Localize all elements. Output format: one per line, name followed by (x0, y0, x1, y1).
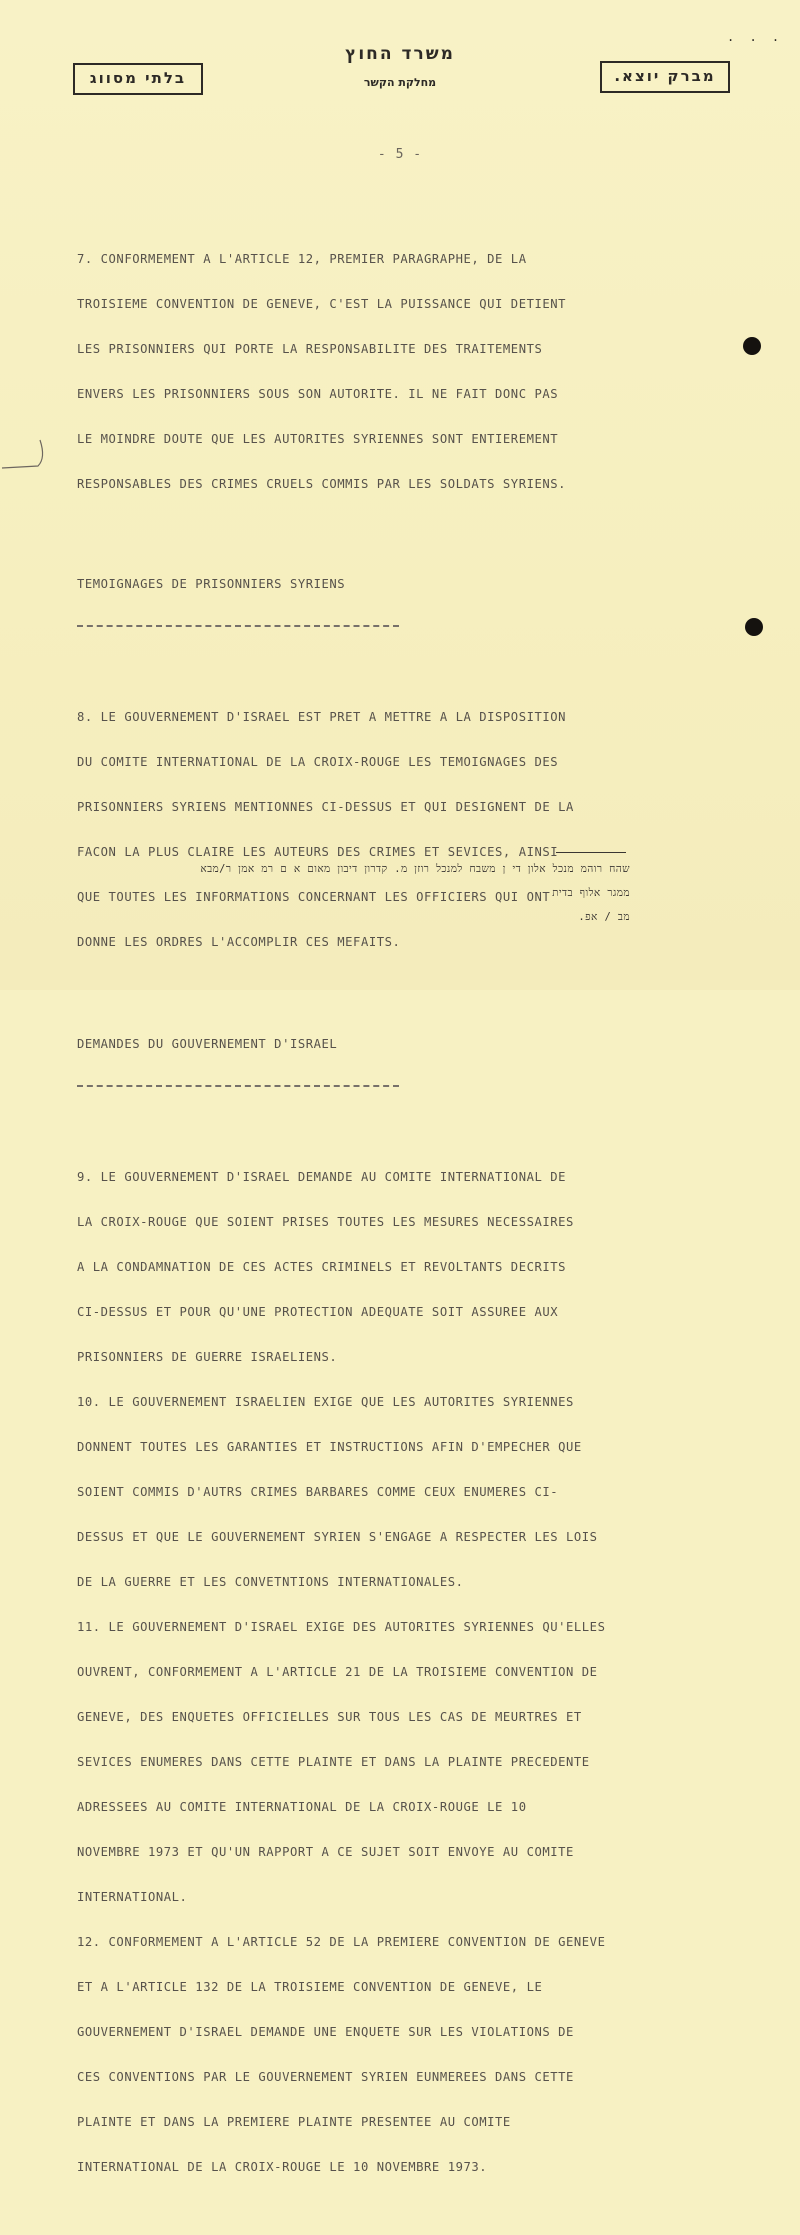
text-line: QUE TOUTES LES INFORMATIONS CONCERNANT LES OFFICIERS QUI ONT (77, 890, 551, 904)
text-line: FACON LA PLUS CLAIRE LES AUTEURS DES CRIMES ET SEVICES, AINSI (77, 845, 559, 859)
text-line: ADRESSEES AU COMITE INTERNATIONAL DE LA CROIX-ROUGE LE 10 (77, 1800, 527, 1814)
text-line: CI-DESSUS ET POUR QU'UNE PROTECTION ADEQUATE SOIT ASSUREE AUX (77, 1305, 559, 1319)
heading-underline (77, 625, 399, 629)
section-heading-testimonies: TEMOIGNAGES DE PRISONNIERS SYRIENS (77, 577, 346, 591)
text-line: DONNE LES ORDRES L'ACCOMPLIR CES MEFAITS. (77, 935, 401, 949)
margin-bracket-mark (0, 438, 50, 478)
distribution-line-2: ממגר אלוף בדית (552, 887, 630, 899)
text-line: OUVRENT, CONFORMEMENT A L'ARTICLE 21 DE LA TROISIEME CONVENTION DE (77, 1665, 598, 1679)
punch-hole (743, 337, 761, 355)
text-line: 10. LE GOUVERNEMENT ISRAELIEN EXIGE QUE LES AUTORITES SYRIENNES (77, 1395, 574, 1409)
text-line: PRISONNIERS DE GUERRE ISRAELIENS. (77, 1350, 338, 1364)
classification-stamp: בלתי מסווג (73, 63, 203, 95)
text-line: INTERNATIONAL. (77, 1890, 188, 1904)
ministry-title: משרד החוץ (345, 44, 455, 64)
corner-marks: . . . (727, 30, 784, 44)
telegram-body (77, 192, 737, 2235)
text-line: NOVEMBRE 1973 ET QU'UN RAPPORT A CE SUJET SOIT ENVOYE AU COMITE (77, 1845, 574, 1859)
text-line: A LA CONDAMNATION DE CES ACTES CRIMINELS ET REVOLTANTS DECRITS (77, 1260, 567, 1274)
text-line: DE LA GUERRE ET LES CONVETNTIONS INTERNATIONALES. (77, 1575, 464, 1589)
paragraph-7 (77, 222, 737, 522)
heading-underline (77, 1085, 399, 1089)
section-heading-demands: DEMANDES DU GOUVERNEMENT D'ISRAEL (77, 1037, 338, 1051)
text-line: PLAINTE ET DANS LA PREMIERE PLAINTE PRESENTEE AU COMITE (77, 2115, 511, 2129)
text-line: DONNENT TOUTES LES GARANTIES ET INSTRUCTIONS AFIN D'EMPECHER QUE (77, 1440, 582, 1454)
text-line: DU COMITE INTERNATIONAL DE LA CROIX-ROUGE LES TEMOIGNAGES DES (77, 755, 559, 769)
text-line: TROISIEME CONVENTION DE GENEVE, C'EST LA PUISSANCE QUI DETIENT (77, 297, 567, 311)
distribution-list: שהח רוהמ מנכל אלון די ן משבח למנכל רוזן מ. קדרון דיבון מאום א ם רמ אמן ר/מבא (200, 863, 630, 875)
text-line: 7. CONFORMEMENT A L'ARTICLE 12, PREMIER PARAGRAPHE, DE LA (77, 252, 527, 266)
text-line: LA CROIX-ROUGE QUE SOIENT PRISES TOUTES LES MESURES NECESSAIRES (77, 1215, 574, 1229)
text-line: SEVICES ENUMERES DANS CETTE PLAINTE ET DANS LA PLAINTE PRECEDENTE (77, 1755, 590, 1769)
department-subtitle: מחלקת הקשר (363, 76, 437, 89)
text-line: 12. CONFORMEMENT A L'ARTICLE 52 DE LA PREMIERE CONVENTION DE GENEVE (77, 1935, 606, 1949)
text-line: 8. LE GOUVERNEMENT D'ISRAEL EST PRET A METTRE A LA DISPOSITION (77, 710, 567, 724)
text-line: LES PRISONNIERS QUI PORTE LA RESPONSABILITE DES TRAITEMENTS (77, 342, 543, 356)
text-line: LE MOINDRE DOUTE QUE LES AUTORITES SYRIENNES SONT ENTIEREMENT (77, 432, 559, 446)
distribution-line-3: מב / אפ. (578, 911, 630, 923)
text-line: ET A L'ARTICLE 132 DE LA TROISIEME CONVENTION DE GENEVE, LE (77, 1980, 543, 1994)
text-line: 9. LE GOUVERNEMENT D'ISRAEL DEMANDE AU COMITE INTERNATIONAL DE (77, 1170, 567, 1184)
page-number: - 5 - (377, 147, 423, 162)
document-type-stamp: מברק יוצא. (600, 61, 730, 93)
paragraphs-9-12 (77, 1140, 737, 2205)
text-line: 11. LE GOUVERNEMENT D'ISRAEL EXIGE DES AUTORITES SYRIENNES QU'ELLES (77, 1620, 606, 1634)
paragraph-8 (77, 680, 737, 980)
text-line: SOIENT COMMIS D'AUTRS CRIMES BARBARES COMME CEUX ENUMERES CI- (77, 1485, 559, 1499)
text-line: ENVERS LES PRISONNIERS SOUS SON AUTORITE. IL NE FAIT DONC PAS (77, 387, 559, 401)
text-line: GENEVE, DES ENQUETES OFFICIELLES SUR TOUS LES CAS DE MEURTRES ET (77, 1710, 582, 1724)
text-line: RESPONSABLES DES CRIMES CRUELS COMMIS PAR LES SOLDATS SYRIENS. (77, 477, 567, 491)
signature-rule (556, 852, 626, 853)
text-line: DESSUS ET QUE LE GOUVERNEMENT SYRIEN S'ENGAGE A RESPECTER LES LOIS (77, 1530, 598, 1544)
punch-hole (745, 618, 763, 636)
text-line: INTERNATIONAL DE LA CROIX-ROUGE LE 10 NOVEMBRE 1973. (77, 2160, 488, 2174)
text-line: PRISONNIERS SYRIENS MENTIONNES CI-DESSUS ET QUI DESIGNENT DE LA (77, 800, 574, 814)
text-line: CES CONVENTIONS PAR LE GOUVERNEMENT SYRIEN EUNMEREES DANS CETTE (77, 2070, 574, 2084)
text-line: GOUVERNEMENT D'ISRAEL DEMANDE UNE ENQUETE SUR LES VIOLATIONS DE (77, 2025, 574, 2039)
